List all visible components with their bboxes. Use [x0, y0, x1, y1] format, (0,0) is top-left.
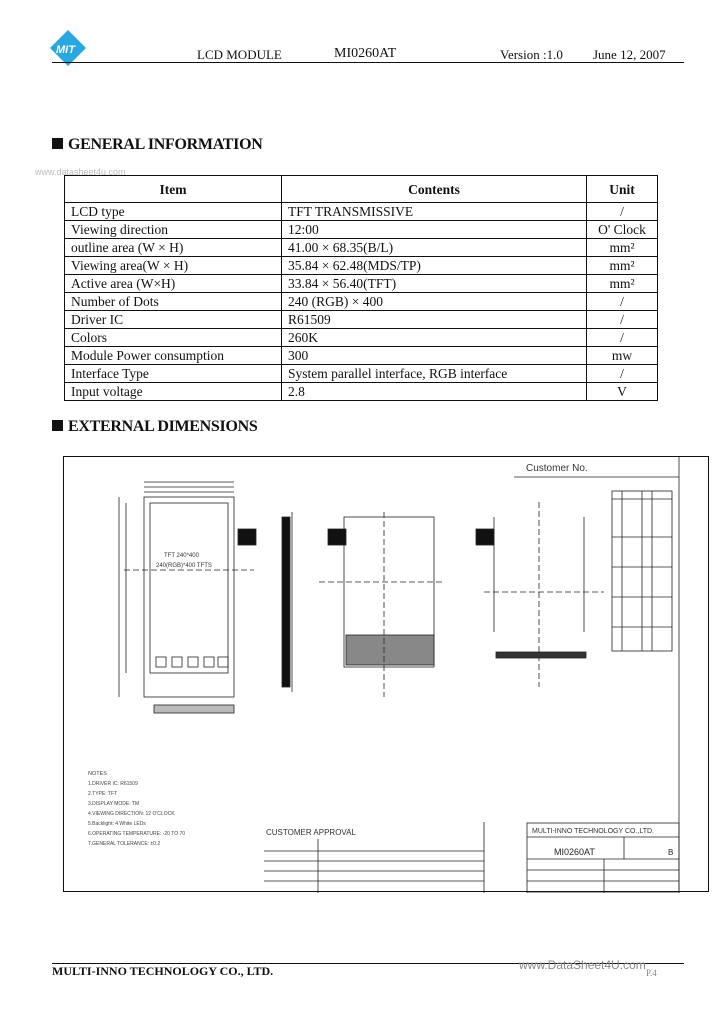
back-view [319, 512, 444, 697]
cell-item: Driver IC [65, 311, 282, 329]
cell-contents: System parallel interface, RGB interface [282, 365, 587, 383]
cell-item: Colors [65, 329, 282, 347]
page-number: P.4 [646, 968, 657, 978]
header-divider [52, 62, 684, 63]
table-row [65, 329, 658, 347]
cell-contents: 260K [282, 329, 587, 347]
header-product-type: LCD MODULE [197, 47, 282, 62]
cell-unit: mm² [587, 239, 658, 257]
cell-contents: 240 (RGB) × 400 [282, 293, 587, 311]
column-header-contents: Contents [282, 176, 587, 203]
table-row [65, 239, 658, 257]
title-company: MULTI-INNO TECHNOLOGY CO.,LTD. [532, 828, 654, 835]
section-heading-general [52, 136, 262, 154]
table-row [65, 203, 658, 221]
cell-unit: / [587, 203, 658, 221]
table-row [65, 383, 658, 401]
cell-contents: 35.84 × 62.48(MDS/TP) [282, 257, 587, 275]
section-heading-external [52, 418, 257, 436]
cell-unit: / [587, 329, 658, 347]
cell-contents: R61509 [282, 311, 587, 329]
cell-item: Module Power consumption [65, 347, 282, 365]
customer-no: Customer No. [526, 463, 588, 474]
cell-item: Input voltage [65, 383, 282, 401]
section-title: EXTERNAL DIMENSIONS [68, 418, 258, 435]
cell-unit: mm² [587, 275, 658, 293]
cell-unit: / [587, 311, 658, 329]
side-view [282, 512, 292, 692]
footer-watermark: www.DataSheet4U.com [519, 958, 646, 972]
cell-contents: 41.00 × 68.35(B/L) [282, 239, 587, 257]
column-header-unit: Unit [587, 176, 658, 203]
cell-unit: mw [587, 347, 658, 365]
note: 6.OPERATING TEMPERATURE: -20 TO 70 [88, 831, 186, 837]
note: 3.DISPLAY MODE: TM [88, 801, 140, 807]
display-label-2: 240(RGB)*400 TFTS [156, 563, 212, 569]
cell-item: Number of Dots [65, 293, 282, 311]
table-row [65, 275, 658, 293]
cell-item: outline area (W × H) [65, 239, 282, 257]
cell-item: Active area (W×H) [65, 275, 282, 293]
note: 1.DRIVER IC: R61509 [88, 781, 138, 787]
table-row [65, 293, 658, 311]
cell-contents: TFT TRANSMISSIVE [282, 203, 587, 221]
display-label-1: TFT 240*400 [164, 553, 199, 559]
cell-unit: V [587, 383, 658, 401]
pin-table [612, 491, 672, 651]
cell-unit: O' Clock [587, 221, 658, 239]
watermark: www.datasheet4u.com [35, 167, 126, 177]
cell-item: Interface Type [65, 365, 282, 383]
cell-contents: 2.8 [282, 383, 587, 401]
title-part-no: MI0260AT [554, 847, 595, 857]
table-row [65, 311, 658, 329]
footer-company: MULTI-INNO TECHNOLOGY CO., LTD. [52, 964, 274, 978]
svg-text:MIT: MIT [56, 44, 75, 56]
general-info-table [64, 175, 658, 401]
header-date: June 12, 2007 [593, 47, 666, 62]
note: 2.TYPE: TFT [88, 791, 118, 797]
cell-item: Viewing area(W × H) [65, 257, 282, 275]
table-row [65, 365, 658, 383]
column-header-item: Item [65, 176, 282, 203]
note: 7.GENERAL TOLERANCE: ±0.2 [88, 841, 161, 847]
approval-label: CUSTOMER APPROVAL [266, 828, 356, 837]
cell-unit: / [587, 293, 658, 311]
note: 4.VIEWING DIRECTION: 12 O'CLOCK [88, 811, 175, 817]
cell-item: LCD type [65, 203, 282, 221]
cell-contents: 300 [282, 347, 587, 365]
note: 5.Backlight: 4 White LEDs [88, 821, 146, 827]
section-title: GENERAL INFORMATION [68, 136, 263, 153]
dimension-drawing [63, 456, 709, 892]
table-row [65, 347, 658, 365]
notes-title: NOTES [88, 771, 107, 777]
table-row [65, 257, 658, 275]
cell-item: Viewing direction [65, 221, 282, 239]
cell-contents: 33.84 × 56.40(TFT) [282, 275, 587, 293]
cell-unit: / [587, 365, 658, 383]
cell-unit: mm² [587, 257, 658, 275]
title-block [527, 823, 679, 893]
approval-block [264, 822, 484, 893]
table-row [65, 221, 658, 239]
title-revision: B [668, 848, 674, 857]
table-header-row [65, 176, 658, 203]
header-version: Version :1.0 [500, 47, 563, 62]
header-model: MI0260AT [334, 46, 397, 61]
front-view [119, 482, 256, 713]
notes [88, 771, 185, 847]
cell-contents: 12:00 [282, 221, 587, 239]
